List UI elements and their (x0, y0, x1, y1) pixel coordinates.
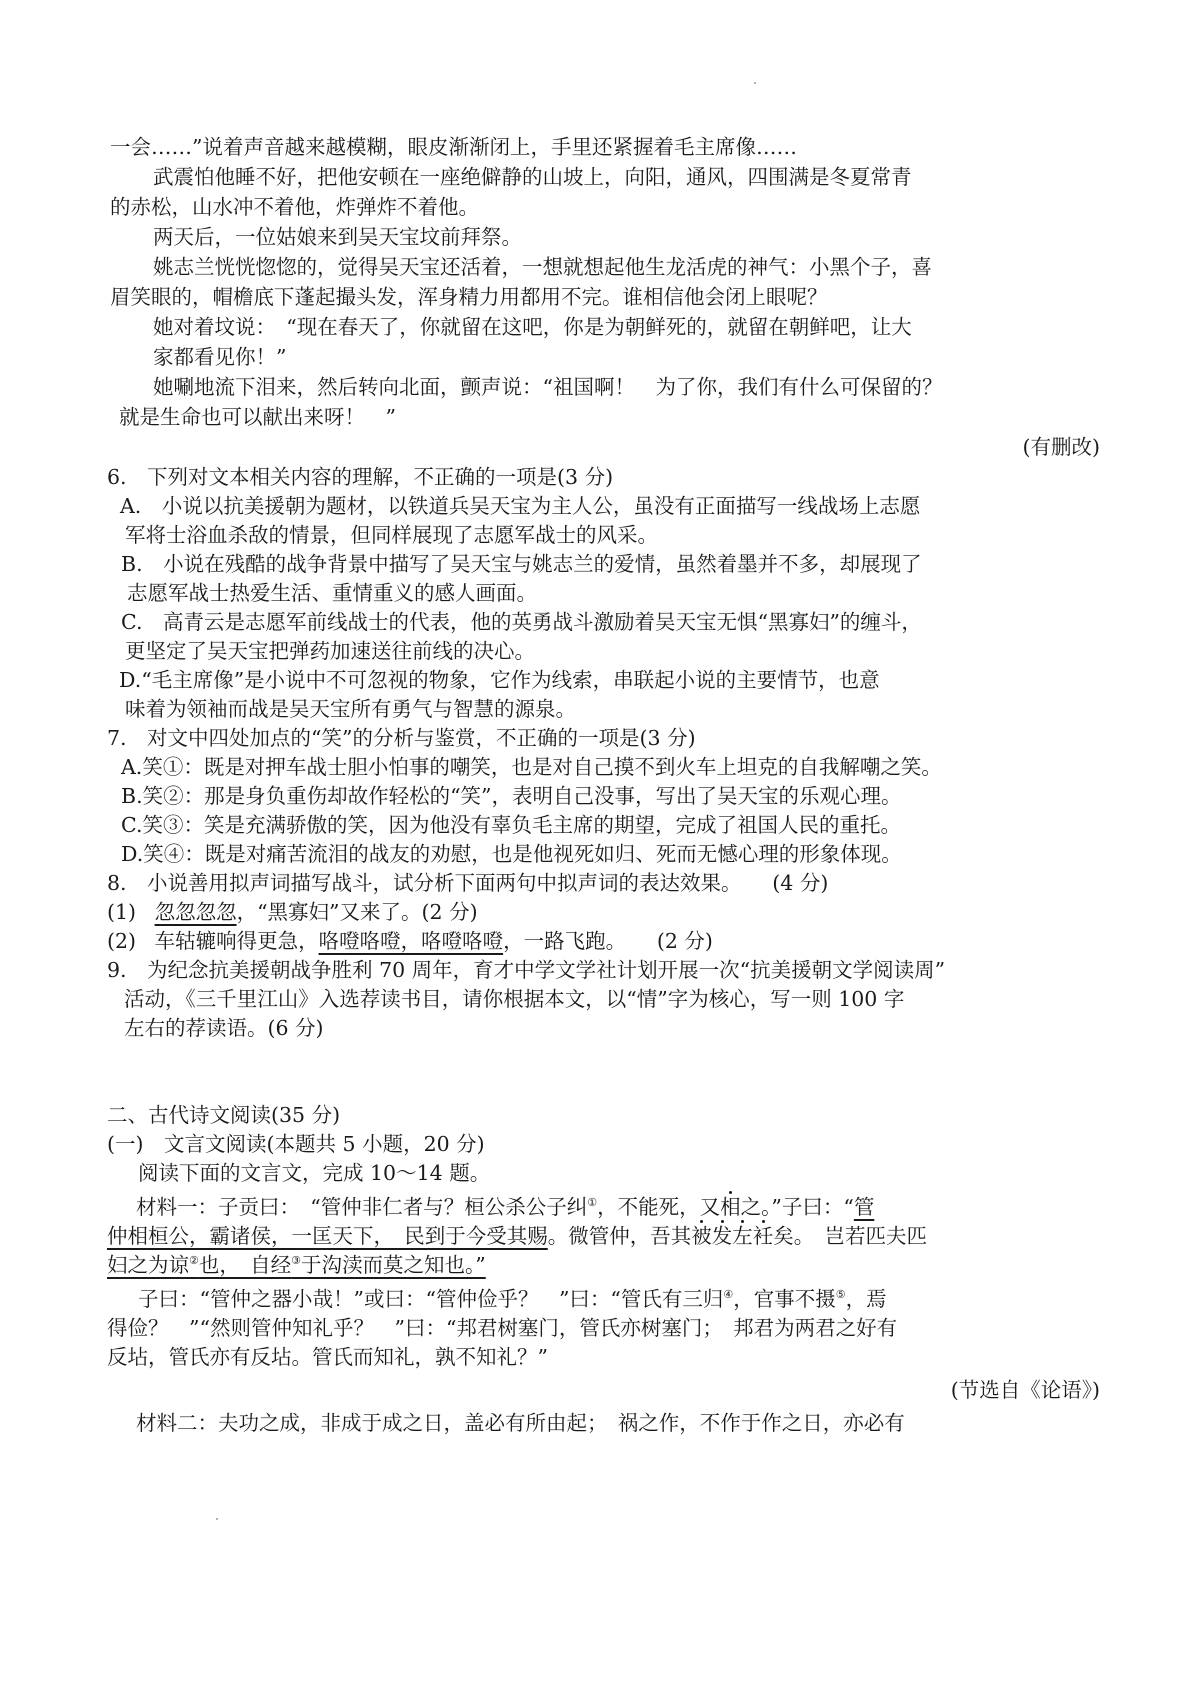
q8-sentence-2-number: (2) (107, 929, 137, 953)
dotted-char-bei: 被 (691, 1224, 712, 1248)
story-line-2: 武震怕他睡不好，把他安顿在一座绝僻静的山坡上，向阳，通风，四围满是冬夏常青 (153, 165, 912, 189)
scan-speck (216, 1518, 218, 1520)
scan-speck (754, 82, 756, 84)
material-1-text-j: ，官事不摄 (733, 1287, 836, 1311)
story-line-5: 姚志兰恍恍惚惚的，觉得吴天宝还活着，一想就想起他生龙活虎的神气：小黑个子，喜 (153, 255, 932, 279)
section-2-title: 二、古代诗文阅读(35 分) (107, 1103, 341, 1127)
q9-line-2: 活动，《三千里江山》入选荐读书目，请你根据本文，以“情”字为核心，写一则 100 字 (124, 987, 905, 1011)
material-1-line-6: 反坫，管氏亦有反坫。管氏而知礼，孰不知礼？” (107, 1345, 548, 1369)
story-note: (有删改) (1022, 435, 1100, 459)
q6-option-a-line-2: 军将士浴血杀敌的情景，但同样展现了志愿军战士的风采。 (125, 523, 658, 547)
story-line-6: 眉笑眼的，帽檐底下蓬起撮头发，浑身精力用都用不完。谁相信他会闭上眼呢？ (110, 285, 828, 309)
q6-option-b-line-2: 志愿军战士热爱生活、重情重义的感人画面。 (127, 581, 537, 605)
footnote-3-marker: ③ (291, 1254, 301, 1268)
q8-sentence-1-text: ，“黑寡妇”又来了。(2 分) (236, 900, 478, 924)
q7-option-d: D.笑④：既是对痛苦流泪的战友的劝慰，也是他视死如归、死而无憾心理的形象体现。 (121, 842, 902, 866)
material-1-text-h: 于沟渎而莫之知也。” (301, 1253, 486, 1277)
material-1-source: (节选自《论语》) (950, 1378, 1100, 1402)
q8-sentence-1-number: (1) (107, 900, 137, 924)
material-1-line-2 (107, 1222, 927, 1250)
q7-option-a: A.笑①：既是对押车战士胆小怕事的嘲笑，也是对自己摸不到火车上坦克的自我解嘲之笑。 (121, 755, 942, 779)
material-1-text-f: 妇之为谅 (107, 1253, 189, 1277)
material-1-text-b: ，不能死，又 (597, 1195, 721, 1219)
story-line-8: 家都看见你！” (153, 345, 287, 369)
q6-option-c-line-1: C. 高青云是志愿军前线战士的代表，他的英勇战斗激励着吴天宝无惧“黑寡妇”的缠斗， (121, 610, 922, 634)
q6-option-a-line-1: A. 小说以抗美援朝为题材，以铁道兵吴天宝为主人公，虽没有正面描写一线战场上志愿 (120, 494, 921, 518)
q9-line-1: 9. 为纪念抗美援朝战争胜利 70 周年，育才中学文学社计划开展一次“抗美援朝文学阅读周” (107, 958, 946, 982)
material-1-line-4 (138, 1285, 887, 1313)
translation-sentence-start: 管 (853, 1195, 875, 1219)
q6-option-c-line-2: 更坚定了吴天宝把弹药加速送往前线的决心。 (125, 639, 535, 663)
story-line-10: 就是生命也可以献出来呀！ ” (119, 405, 396, 429)
material-1-text-a: 材料一：子贡曰： “管仲非仁者与？桓公杀公子纠 (136, 1195, 588, 1219)
material-1-line-3 (107, 1251, 486, 1279)
dotted-char-zuo: 左 (732, 1224, 753, 1248)
q8-onomatopoeia-2: 咯噔咯噔，咯噔咯噔 (318, 929, 504, 953)
translation-sentence: 仲相桓公，霸诸侯，一匡天下， 民到于今受其赐 (107, 1224, 548, 1248)
footnote-1-marker: ① (587, 1196, 598, 1210)
story-line-9: 她唰地流下泪来，然后转向北面，颤声说：“祖国啊！ 为了你，我们有什么可保留的？ (153, 375, 943, 399)
material-1-text-g: 也， 自经 (198, 1253, 292, 1277)
q8-sentence-2-text: ，一路飞跑。 (2 分) (503, 929, 713, 953)
section-2-subtitle: (一) 文言文阅读(本题共 5 小题，20 分) (107, 1132, 485, 1156)
footnote-5-marker: ⑤ (835, 1288, 846, 1302)
q6-option-d-line-2: 味着为领袖而战是吴天宝所有勇气与智慧的源泉。 (125, 697, 576, 721)
material-2-line-1: 材料二：夫功之成，非成于成之日，盖必有所由起； 祸之作，不作于作之日，亦必有 (136, 1411, 905, 1435)
story-line-1: 一会……”说着声音越来越模糊，眼皮渐渐闭上，手里还紧握着毛主席像…… (110, 135, 797, 159)
q7-option-c: C.笑③：笑是充满骄傲的笑，因为他没有辜负毛主席的期望，完成了祖国人民的重托。 (121, 813, 901, 837)
q9-line-3: 左右的荐读语。(6 分) (124, 1016, 324, 1040)
story-line-4: 两天后，一位姑娘来到吴天宝坟前拜祭。 (153, 225, 522, 249)
q8-sentence-2 (107, 927, 713, 955)
q7-option-b: B.笑②：那是身负重伤却故作轻松的“笑”，表明自己没事，写出了吴天宝的乐观心理。 (121, 784, 902, 808)
q8-sentence-2-lead: 车轱辘响得更急， (154, 929, 319, 953)
q8-onomatopoeia-1: 忽忽忽忽 (154, 900, 237, 924)
dotted-char-ren: 衽 (752, 1224, 774, 1248)
footnote-4-marker: ④ (723, 1288, 734, 1302)
dotted-char-fa: 发 (711, 1224, 733, 1248)
dotted-char-xiang: 相 (720, 1195, 741, 1219)
q8-sentence-1 (107, 898, 478, 926)
material-1-text-k: ，焉 (845, 1287, 887, 1311)
translation-sentence-end (107, 1253, 486, 1277)
q8-stem: 8. 小说善用拟声词描写战斗，试分析下面两句中拟声词的表达效果。 (4 分) (107, 871, 829, 895)
material-1-text-c: 之。”子曰：“ (740, 1195, 854, 1219)
q6-stem: 6. 下列对文本相关内容的理解，不正确的一项是(3 分) (107, 465, 614, 489)
material-1-line-5: 得俭？ ”“然则管仲知礼乎？ ”曰：“邦君树塞门，管氏亦树塞门； 邦君为两君之好有 (107, 1316, 898, 1340)
q6-option-d-line-1: D.“毛主席像”是小说中不可忽视的物象，它作为线索，串联起小说的主要情节，也意 (119, 668, 880, 692)
story-line-7: 她对着坟说： “现在春天了，你就留在这吧，你是为朝鲜死的，就留在朝鲜吧，让大 (153, 315, 912, 339)
q7-stem: 7. 对文中四处加点的“笑”的分析与鉴赏，不正确的一项是(3 分) (107, 726, 696, 750)
q6-option-b-line-1: B. 小说在残酷的战争背景中描写了吴天宝与姚志兰的爱情，虽然着墨并不多，却展现了 (121, 552, 922, 576)
material-1-text-e: 矣。 岂若匹夫匹 (773, 1224, 927, 1248)
footnote-2-marker: ② (189, 1254, 199, 1268)
material-1-text-d: 。微管仲，吾其 (547, 1224, 692, 1248)
story-line-3: 的赤松，山水冲不着他，炸弹炸不着他。 (110, 195, 479, 219)
material-1-line-1 (136, 1193, 874, 1221)
material-1-text-i: 子曰：“管仲之器小哉！”或曰：“管仲俭乎？ ”曰：“管氏有三归 (138, 1287, 724, 1311)
section-2-intro: 阅读下面的文言文，完成 10～14 题。 (138, 1161, 491, 1185)
